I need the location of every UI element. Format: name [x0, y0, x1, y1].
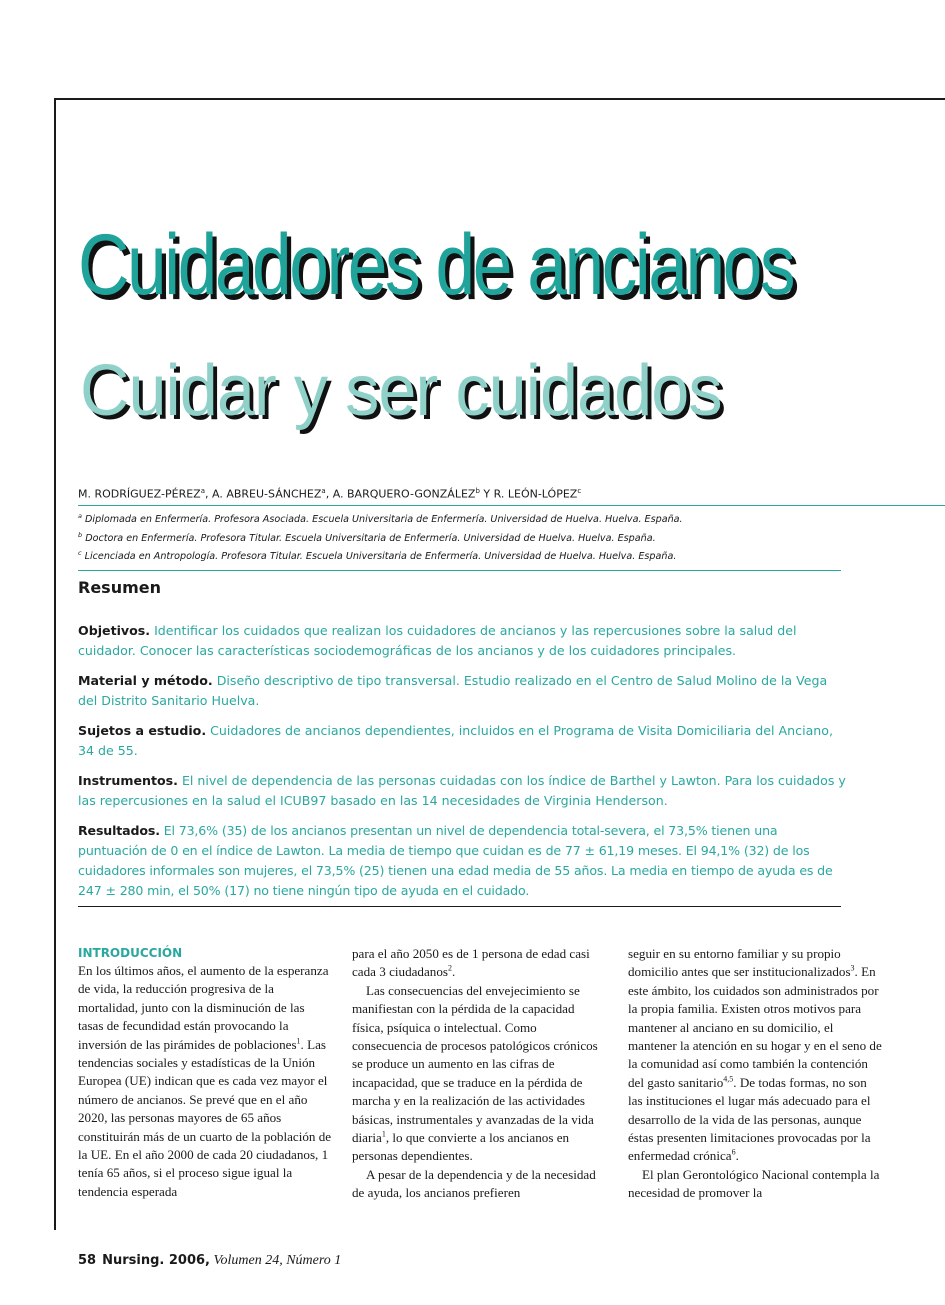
abstract-text: Diseño descriptivo de tipo transversal. Estudio realizado en el Centro de Salud Molino de la Vega del Distrito Sanitario Huelva.: [78, 673, 828, 708]
abstract-heading: Resumen: [78, 578, 161, 597]
body-text: . De todas formas, no son las instituciones el lugar más adecuado para el desarrollo de la vida de las personas, aunque éstas presenten limitaciones provocadas por la enfermedad crónica: [628, 1074, 871, 1164]
author-affil-mark: c: [577, 487, 582, 495]
affiliation: [78, 528, 683, 547]
abstract-label: Material y método.: [78, 673, 213, 688]
abstract-label: Objetivos.: [78, 623, 151, 638]
abstract-section-resultados: [78, 821, 846, 901]
authors-divider: [78, 505, 945, 506]
affil-mark: b: [78, 530, 83, 539]
article-title: Cuidadores de ancianos: [78, 217, 794, 313]
affiliation: [78, 546, 683, 565]
citation-ref: 3: [850, 964, 855, 974]
abstract-label: Instrumentos.: [78, 773, 178, 788]
section-heading-introduccion: INTRODUCCIÓN: [78, 946, 183, 960]
body-text: . En este ámbito, los cuidados son administrados por la propia familia. Existen otros motivos para mantener al anciano en su domicilio, el mantener la atención en su hogar y en el seno de la comunidad así como también la contención del gasto sanitario: [628, 964, 882, 1090]
affil-mark: c: [78, 549, 82, 558]
body-paragraph: El plan Gerontológico Nacional contempla la necesidad de promover la: [628, 1166, 880, 1201]
body-column-3: [628, 945, 883, 1203]
abstract-body: [78, 621, 846, 911]
author-affil-mark: a: [200, 487, 205, 495]
abstract-text: El nivel de dependencia de las personas cuidadas con los índice de Barthel y Lawton. Para los cuidados y las repercusiones en la salud el ICUB97 basado en las 14 necesidades de Virginia Henderson.: [78, 773, 846, 808]
body-text: .: [735, 1148, 739, 1164]
page-number: 58: [78, 1253, 97, 1268]
abstract-top-divider: [78, 570, 841, 571]
abstract-label: Sujetos a estudio.: [78, 723, 207, 738]
body-paragraph: [352, 982, 607, 1166]
author-affil-mark: a: [321, 487, 326, 495]
body-text: . Las tendencias sociales y estadísticas de la Unión Europea (UE) indican que es cada vez mayor el número de ancianos. Se prevé que en el año 2020, las personas mayores de 65 años constituirán más de un cuarto de la población de la UE. En el año 2000 de cada 20 ciudadanos, 1 tenía 65 años, si el proceso sigue igual la tendencia esperada: [78, 1036, 332, 1199]
body-text: .: [451, 964, 456, 980]
abstract-label: Resultados.: [78, 823, 160, 838]
citation-ref: 4,5: [723, 1074, 734, 1084]
abstract-bottom-divider: [78, 906, 841, 907]
author-name: A. ABREU-SÁNCHEZ: [212, 487, 322, 501]
affil-text: Licenciada en Antropología. Profesora Titular. Escuela Universitaria de Enfermería. Universidad de Huelva. Huelva. España.: [81, 551, 677, 563]
body-text: Las consecuencias del envejecimiento se manifiestan con la pérdida de la capacidad física, psíquica o intelectual. Como consecuencia de procesos patológicos crónicos se produce un aumento en las cifras de incapacidad, que se traduce en la pérdida de marcha y en la realización de las actividades básicas, instrumentales y avanzadas de la vida diaria: [352, 982, 598, 1146]
abstract-text: Cuidadores de ancianos dependientes, incluidos en el Programa de Visita Domiciliaria del Anciano, 34 de 55.: [78, 723, 833, 758]
citation-ref: 6: [731, 1148, 736, 1158]
abstract-section-instrumentos: [78, 771, 846, 811]
author-affil-mark: b: [475, 487, 480, 495]
abstract-text: El 73,6% (35) de los ancianos presentan un nivel de dependencia total-severa, el 73,5% tienen una puntuación de 0 en el índice de Lawton. La media de tiempo que cuidan es de 77 ± 61,19 meses. El 94,1% (32) de los cuidadores informales son mujeres, el 73,5% (25) tienen una edad media de 55 años. La media en tiempo de ayuda es de 247 ± 280 min, el 50% (17) no tiene ningún tipo de ayuda en el cuidado.: [78, 823, 833, 898]
volume-info: Volumen 24, Número 1: [209, 1253, 342, 1268]
abstract-section-objetivos: [78, 621, 846, 661]
body-text: En los últimos años, el aumento de la esperanza de vida, la reducción progresiva de la mortalidad, junto con la disminución de las tasas de fecundidad están provocando la inversión de las pirámides de poblaciones: [78, 963, 329, 1052]
affil-text: Doctora en Enfermería. Profesora Titular. Escuela Universitaria de Enfermería. Universidad de Huelva. Huelva. España.: [82, 532, 656, 544]
affil-mark: a: [78, 512, 82, 520]
author-name: M. RODRÍGUEZ-PÉREZ: [78, 487, 201, 501]
citation-ref: 2: [447, 964, 452, 974]
body-paragraph: A pesar de la dependencia y de la necesidad de ayuda, los ancianos prefieren: [352, 1166, 596, 1201]
body-text: , lo que convierte a los ancianos en personas dependientes.: [352, 1130, 570, 1164]
author-name: A. BARQUERO-GONZÁLEZ: [332, 487, 476, 501]
body-text: para el año 2050 es de 1 persona de edad casi cada 3 ciudadanos: [352, 946, 590, 980]
author-separator: ,: [325, 487, 333, 501]
abstract-section-metodo: [78, 671, 846, 711]
citation-ref: 1: [296, 1036, 301, 1046]
page-footer: [78, 1253, 341, 1269]
abstract-section-sujetos: [78, 721, 846, 761]
body-text: seguir en su entorno familiar y su propio domicilio antes que ser institucionalizados: [628, 946, 851, 980]
abstract-text: Identificar los cuidados que realizan los cuidadores de ancianos y las repercusiones sobre la salud del cuidador. Conocer las características sociodemográficas de los ancianos y de los cuidadores principales.: [78, 623, 797, 658]
author-list: [78, 487, 581, 501]
author-separator: Y: [479, 487, 494, 501]
author-name: R. LEÓN-LÓPEZ: [493, 487, 578, 501]
citation-ref: 1: [381, 1129, 386, 1139]
affil-text: Diplomada en Enfermería. Profesora Asociada. Escuela Universitaria de Enfermería. Universidad de Huelva. Huelva. España.: [81, 514, 683, 526]
body-paragraph: [352, 945, 607, 982]
affiliation: [78, 509, 683, 528]
affiliation-list: [78, 509, 683, 565]
article-subtitle: Cuidar y ser cuidados: [80, 351, 722, 431]
author-separator: ,: [205, 487, 212, 501]
journal-name: Nursing. 2006,: [102, 1253, 210, 1268]
body-column-1: [78, 945, 333, 1201]
body-paragraph: [78, 962, 333, 1201]
body-paragraph: [628, 945, 883, 1166]
body-column-2: [352, 945, 607, 1203]
